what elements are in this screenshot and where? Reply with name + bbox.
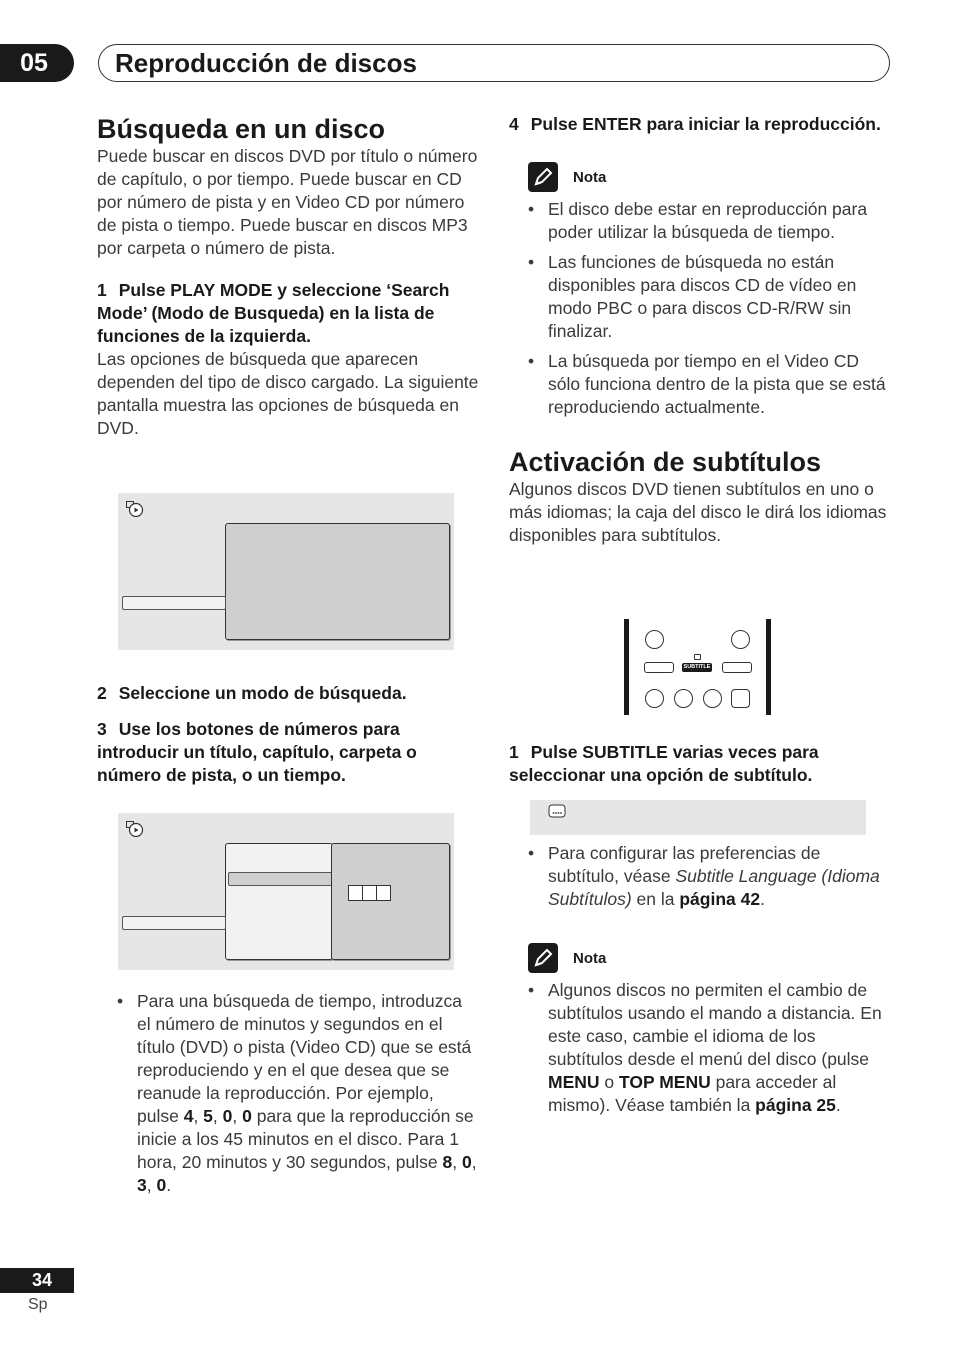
step-number: 4 — [509, 114, 519, 134]
step-number: 1 — [509, 742, 519, 762]
note-1-item: • El disco debe estar en reproducción para poder utilizar la búsqueda de tiempo. — [528, 199, 868, 242]
search-mode-selected-bar — [122, 916, 226, 930]
step-text: Pulse SUBTITLE varias veces para seleccionar una opción de subtítulo. — [509, 742, 819, 785]
left-steps — [97, 682, 482, 787]
remote-button — [674, 689, 693, 708]
search-step-1 — [97, 279, 482, 348]
subtitle-section-title: Activación de subtítulos — [509, 447, 822, 477]
time-search-bullet: • Para una búsqueda de tiempo, introduzca el número de minutos y segundos en el título (DVD) o pista (Video CD) que se está reproduciendo y en el que desea que se reanude la reproducción. Por ejemplo, pulse 4, 5, 0, 0 para que la reproducción se inicie a los 45 minutos en el disco. Para 1 hora, 20 minutos y 30 segundos, pulse 8, 0, 3, 0. — [117, 991, 477, 1195]
page-language: Sp — [28, 1296, 48, 1313]
step-number: 2 — [97, 683, 107, 703]
chapter-title: Reproducción de discos — [115, 48, 417, 78]
subtitle-button: SUBTITLE — [683, 664, 711, 670]
search-mode-highlight-bar — [228, 872, 338, 886]
search-step-1-desc: Las opciones de búsqueda que aparecen dependen del tipo de disco cargado. La siguiente pantalla muestra las opciones de búsqueda en DVD. — [97, 349, 479, 438]
remote-button — [645, 630, 664, 649]
search-step-2 — [97, 682, 482, 705]
search-mode-selected-bar — [122, 596, 226, 610]
subtitle-step-1 — [509, 741, 889, 787]
step-text: Seleccione un modo de búsqueda. — [118, 683, 407, 703]
search-input-osd-screen — [118, 813, 454, 970]
note-pencil-icon — [528, 943, 558, 973]
search-number-entry-field — [348, 885, 391, 901]
right-column — [509, 113, 889, 547]
remote-button — [731, 689, 750, 708]
left-column — [97, 113, 482, 440]
subtitle-bullet-list — [528, 842, 890, 918]
subtitle-osd-bar — [530, 800, 866, 835]
time-search-bullet-list — [117, 990, 479, 1204]
subtitle-steps — [509, 741, 889, 787]
note-2-header — [528, 943, 889, 973]
disc-play-icon — [126, 501, 144, 517]
chapter-number: 05 — [0, 44, 74, 82]
subtitle-intro: Algunos discos DVD tienen subtítulos en uno o más idiomas; la caja del disco le dirá los idiomas disponibles para subtítulos. — [509, 479, 887, 545]
remote-button — [703, 689, 722, 708]
note-1-item: • La búsqueda por tiempo en el Video CD sólo funciona dentro de la pista que se está reproduciendo actualmente. — [528, 351, 886, 417]
remote-edge-left — [624, 619, 629, 715]
remote-button — [722, 662, 752, 673]
subtitle-pref-bullet: • Para configurar las preferencias de subtítulo, véase Subtitle Language (Idioma Subtítulos) en la página 42. — [528, 843, 880, 909]
note-1-label: Nota — [573, 168, 607, 186]
remote-control-illustration — [624, 619, 774, 715]
search-step-3 — [97, 718, 482, 787]
note-1-header — [528, 162, 889, 192]
remote-button — [644, 662, 674, 673]
search-step-4 — [509, 113, 889, 136]
search-input-panel — [331, 843, 450, 960]
search-mode-osd-screen — [118, 493, 454, 650]
note-2-item: • Algunos discos no permiten el cambio de subtítulos usando el mando a distancia. En este caso, cambie el idioma de los subtítulos desde el menú del disco (pulse MENU o TOP MENU para acceder al mismo). Véase también la página 25. — [528, 980, 882, 1115]
note-1-item: • Las funciones de búsqueda no están disponibles para discos CD de vídeo en modo PBC o para discos CD-R/RW sin finalizar. — [528, 252, 857, 341]
remote-button — [645, 689, 664, 708]
step-text: Pulse ENTER para iniciar la reproducción. — [530, 114, 881, 134]
note-1-list — [528, 198, 889, 419]
step-number: 1 — [97, 280, 107, 300]
remote-indicator — [694, 654, 701, 660]
remote-edge-right — [766, 619, 771, 715]
search-section-title: Búsqueda en un disco — [97, 114, 386, 144]
search-options-panel — [225, 523, 450, 640]
note-2-label: Nota — [573, 949, 607, 967]
note-2-list — [528, 979, 889, 1117]
page-number: 34 — [0, 1268, 74, 1293]
remote-button — [731, 630, 750, 649]
subtitle-icon — [548, 804, 566, 820]
step-text: Use los botones de números para introducir un título, capítulo, carpeta o número de pista, o un tiempo. — [97, 719, 417, 785]
note-pencil-icon — [528, 162, 558, 192]
disc-play-icon — [126, 821, 144, 837]
step-number: 3 — [97, 719, 107, 739]
search-intro: Puede buscar en discos DVD por título o número de capítulo, o por tiempo. Puede buscar en CD por número de pista y en Video CD por número de pista o tiempo. Puede buscar en discos MP3 por carpeta o número de pista. — [97, 146, 478, 258]
chapter-title-box — [98, 44, 890, 82]
note-2 — [509, 943, 889, 1124]
search-mode-list-panel — [225, 843, 333, 960]
step-text: Pulse PLAY MODE y seleccione ‘Search Mode’ (Modo de Busqueda) en la lista de funciones de la izquierda. — [97, 280, 450, 346]
